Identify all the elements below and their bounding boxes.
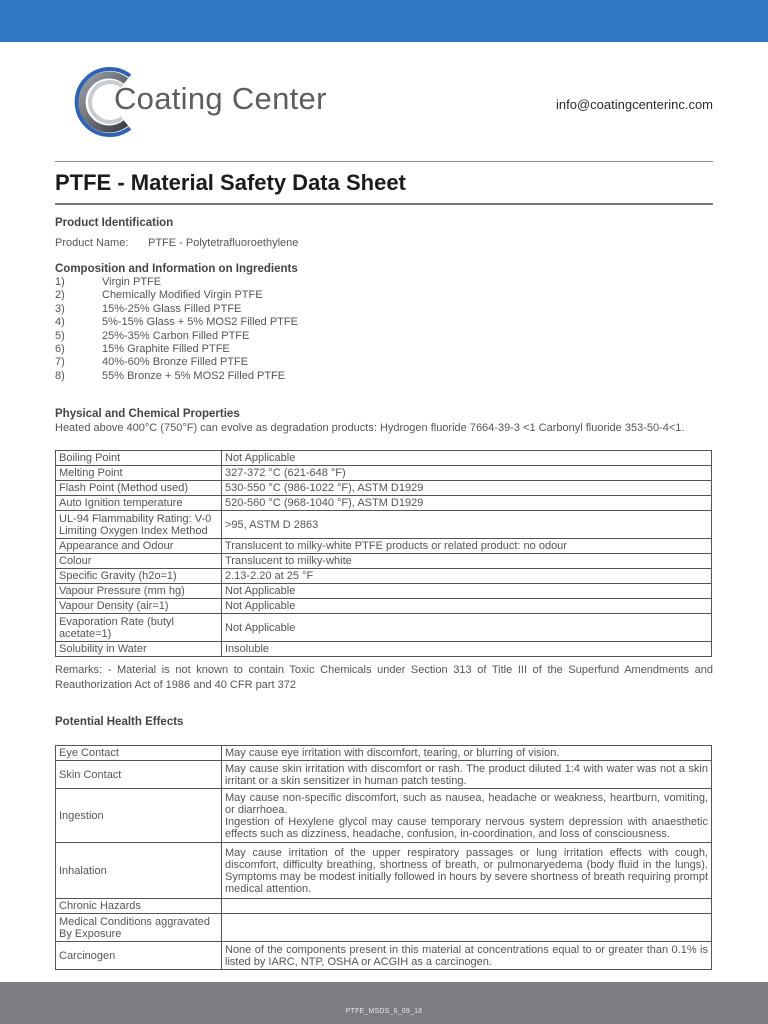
list-item: 2) Chemically Modified Virgin PTFE [55, 289, 263, 302]
contact-email-link[interactable]: info@coatingcenterinc.com [556, 97, 713, 112]
title-divider [55, 203, 713, 205]
table-row: Boiling Point Not Applicable [56, 451, 712, 466]
table-row: Eye Contact May cause eye irritation with discomfort, tearing, or blurring of vision. [56, 746, 712, 761]
remarks-text: Remarks: - Material is not known to contain Toxic Chemicals under Section 313 of Title III of the Superfund Amendments and Reauthorization Act of 1986 and 40 CFR part 372 [55, 664, 713, 691]
table-row: Evaporation Rate (butyl acetate=1) Not Applicable [56, 614, 712, 642]
table-row: Skin Contact May cause skin irritation with discomfort or rash. The product diluted 1:4 with water was not a skin irritant or a skin sensitizer in human patch testing. [56, 761, 712, 789]
table-row: Appearance and Odour Translucent to milky-white PTFE products or related product: no odour [56, 539, 712, 554]
list-item: 3) 15%-25% Glass Filled PTFE [55, 302, 242, 315]
health-effects-table [55, 745, 712, 970]
list-item: 5) 25%-35% Carbon Filled PTFE [55, 329, 250, 342]
physical-properties-heading: Physical and Chemical Properties [55, 408, 240, 420]
health-effects-heading: Potential Health Effects [55, 716, 184, 728]
table-row: Chronic Hazards [56, 899, 712, 914]
table-row: Inhalation May cause irritation of the upper respiratory passages or lung irritation effects with cough, discomfort, difficulty breathing, shortness of breath, or pulmonaryedema (body fluid in the lungs). Symptoms may be modest initially followed in hours by severe shortness of breath requiring prompt medical attention. [56, 843, 712, 899]
list-item: 1) Virgin PTFE [55, 276, 162, 288]
table-row: Colour Translucent to milky-white [56, 554, 712, 569]
product-name-label: Product Name: [55, 237, 129, 249]
table-row: Ingestion May cause non-specific discomfort, such as nausea, headache or weakness, heartburn, vomiting, or diarrhoea. Ingestion of Hexylene glycol may cause temporary nervous system depression with anaesthetic effects such as dizziness, headache, confusion, in-coordination, and loss of consciousness. [56, 789, 712, 843]
list-item: 7) 40%-60% Bronze Filled PTFE [55, 356, 249, 369]
table-row: Melting Point 327-372 °C (621-648 °F) [56, 466, 712, 481]
logo-wordmark: Coating Center [114, 81, 327, 116]
product-name-value: PTFE - Polytetrafluoroethylene [148, 237, 299, 249]
footer-bar [0, 982, 768, 1024]
document-code: PTFE_MSDS_6_09_18 [345, 1008, 423, 1015]
page-title: PTFE - Material Safety Data Sheet [55, 170, 406, 195]
list-item: 8) 55% Bronze + 5% MOS2 Filled PTFE [55, 369, 286, 382]
composition-list [55, 276, 298, 383]
table-row: Vapour Pressure (mm hg) Not Applicable [56, 584, 712, 599]
table-row: Solubility in Water Insoluble [56, 642, 712, 657]
table-row: UL-94 Flammability Rating: V-0 Limiting Oxygen Index Method >95, ASTM D 2863 [56, 511, 712, 539]
product-identification-heading: Product Identification [55, 217, 174, 229]
table-row: Flash Point (Method used) 530-550 °C (986-1022 °F), ASTM D1929 [56, 481, 712, 496]
list-item: 4) 5%-15% Glass + 5% MOS2 Filled PTFE [55, 316, 298, 329]
header-divider [55, 161, 713, 162]
company-logo[interactable] [68, 64, 338, 140]
table-row: Vapour Density (air=1) Not Applicable [56, 599, 712, 614]
table-row: Medical Conditions aggravated By Exposure [56, 914, 712, 942]
list-item: 6) 15% Graphite Filled PTFE [55, 342, 230, 355]
physical-properties-table [55, 450, 712, 657]
composition-heading: Composition and Information on Ingredients [55, 263, 298, 275]
top-bar [0, 0, 768, 42]
table-row: Specific Gravity (h2o=1) 2.13-2.20 at 25 °F [56, 569, 712, 584]
physical-properties-intro: Heated above 400°C (750°F) can evolve as degradation products: Hydrogen fluoride 7664-39-3 <1 Carbonyl fluoride 353-50-4<1. [55, 422, 685, 434]
table-row: Carcinogen None of the components present in this material at concentrations equal to or greater than 0.1% is listed by IARC, NTP, OSHA or ACGIH as a carcinogen. [56, 942, 712, 970]
table-row: Auto Ignition temperature 520-560 °C (968-1040 °F), ASTM D1929 [56, 496, 712, 511]
